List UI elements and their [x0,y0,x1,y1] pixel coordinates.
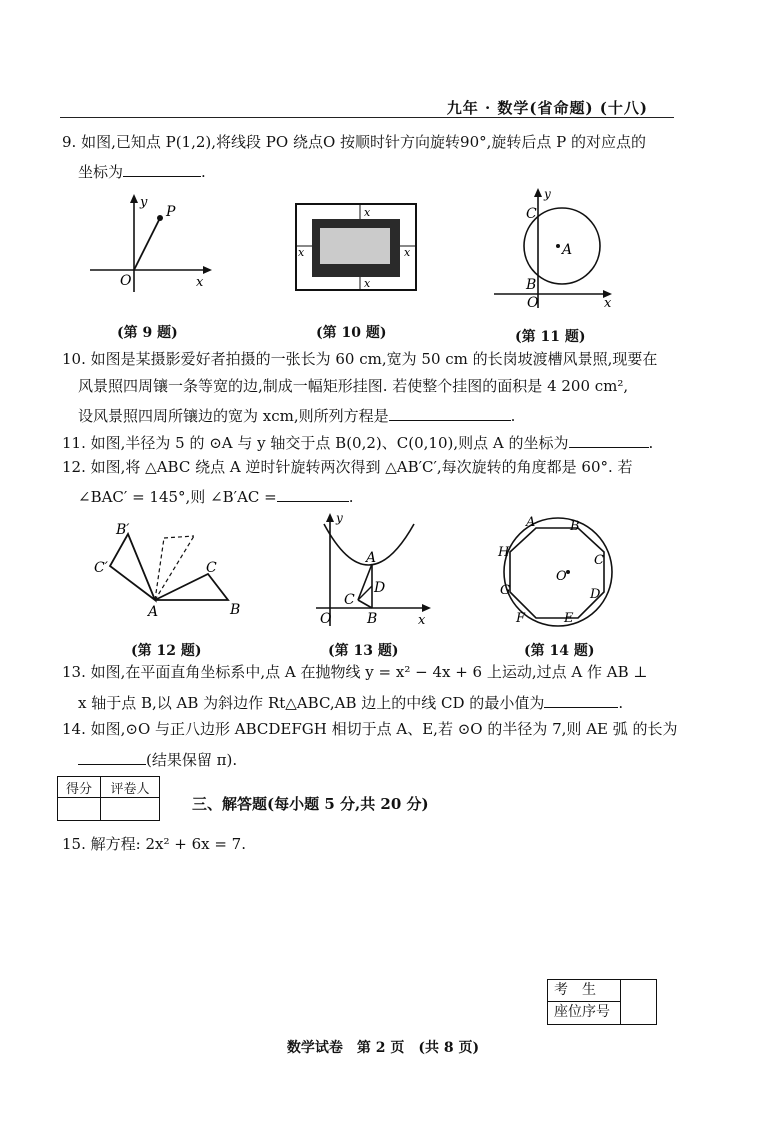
q13-line1: 13. 如图,在平面直角坐标系中,点 A 在抛物线 y = x² − 4x + 6 上运动,过点 A 作 AB ⊥ [62,663,648,681]
q14-line2-text: (结果保留 π). [146,751,238,769]
fig12-label-c: C [206,560,217,576]
score-box [57,776,160,821]
fig14-label-o: O [556,569,567,584]
fig13-y-arrow [326,513,334,522]
figure-12 [88,520,258,620]
fig11-y-arrow [534,188,542,197]
answer-blank-10[interactable] [389,406,511,421]
fig9-label-o: O [120,273,132,289]
q14-line1: 14. 如图,⊙O 与正八边形 ABCDEFGH 相切于点 A、E,若 ⊙O 的半径为 7,则 AE 弧 的长为 [62,720,678,738]
q11-line1 [62,433,653,451]
q9-line2-text: 坐标为 [78,163,124,181]
q10-line3-text: 设风景照四周所镶边的宽为 xcm,则所列方程是 [78,407,389,425]
q13-line2 [78,693,623,711]
fig12-label-a: A [148,604,159,620]
fig9-label-x: x [196,275,204,290]
fig11-label-c: C [526,206,537,222]
fig13-segment-cb [358,600,372,608]
fig13-label-b: B [367,611,378,627]
answer-blank-12[interactable] [277,487,349,502]
figure-10 [292,200,422,296]
fig12-label-b1: B′ [116,522,130,538]
fig13-label-o: O [320,611,332,627]
fig12-triangle-abc [155,574,228,600]
fig13-label-x: x [418,613,426,628]
fig12-caption: (第 12 题) [131,643,202,659]
fig14-label-h: H [498,545,510,560]
fig14-label-c: C [594,553,604,568]
fig14-label-f: F [516,611,526,626]
q12-line1: 12. 如图,将 △ABC 绕点 A 逆时针旋转两次得到 △AB′C′,每次旋转的角度都是 60°. 若 [62,458,633,476]
fig9-label-y: y [140,195,148,210]
header-rule [60,117,674,118]
fig11-label-o: O [527,295,539,310]
answer-blank-13[interactable] [544,693,618,708]
q9-end: . [201,163,206,181]
grader-label: 评卷人 [101,777,160,798]
q10-line2: 风景照四周镶一条等宽的边,制成一幅矩形挂图. 若使整个挂图的面积是 4 200 cm², [78,377,629,395]
q11-text: 11. 如图,半径为 5 的 ⊙A 与 y 轴交于点 B(0,2)、C(0,10),则点 A 的坐标为 [62,434,569,452]
fig13-caption: (第 13 题) [328,643,399,659]
fig9-caption: (第 9 题) [117,325,178,341]
q15-answer-area[interactable] [62,860,662,970]
fig12-dashed-2 [164,536,194,538]
fig13-label-a: A [366,550,377,566]
q14-line2 [78,750,237,768]
seat-label-line2: 座位序号 [554,1004,610,1020]
fig12-label-c1: C′ [94,560,108,576]
figure-9 [82,192,222,302]
fig12-dashed-1 [155,538,164,600]
fig13-label-c: C [344,592,355,608]
q12-end: . [348,488,354,506]
fig12-triangle-ab1c1 [110,534,155,600]
q9-line1: 9. 如图,已知点 P(1,2),将线段 PO 绕点O 按顺时针方向旋转90°,旋转后点 P 的对应点的 [62,133,647,151]
fig11-label-b: B [526,277,537,293]
score-label: 得分 [58,777,101,798]
fig14-caption: (第 14 题) [524,643,595,659]
fig11-point-a [556,244,560,248]
seat-label [548,980,621,1024]
q12-line2 [78,487,354,505]
answer-blank-14[interactable] [78,750,146,765]
fig10-label-left: x [298,246,305,259]
exam-header: 九年 · 数学(省命题) (十八) [446,99,648,117]
answer-blank-9[interactable] [123,162,201,177]
figure-11 [490,186,620,310]
grader-cell[interactable] [101,798,160,821]
fig14-label-b: B [570,519,580,534]
fig10-caption: (第 10 题) [316,325,387,341]
seat-number-box [547,979,657,1025]
fig9-point-p [157,215,163,221]
section-3-title: 三、解答题(每小题 5 分,共 20 分) [192,795,429,813]
fig9-segment-po [134,218,160,270]
fig12-label-b: B [230,602,241,618]
q10-line1: 10. 如图是某摄影爱好者拍摄的一张长为 60 cm,宽为 50 cm 的长岗坡渡槽风景照,现要在 [62,350,658,368]
q9-line2 [78,162,206,180]
fig11-label-y: y [544,187,551,201]
q10-line3 [78,406,515,424]
fig14-label-a: A [526,515,536,530]
q11-end: . [648,434,654,452]
figure-13 [310,510,440,630]
fig14-label-g: G [500,583,511,598]
fig9-label-p: P [166,204,176,220]
fig9-x-arrow [203,266,212,274]
seat-label-line1: 考 生 [548,980,620,1002]
fig9-y-arrow [130,194,138,203]
q13-end: . [618,694,624,712]
fig10-label-bottom: x [364,277,371,290]
fig13-label-y: y [336,511,343,525]
score-cell[interactable] [58,798,101,821]
seat-number-cell[interactable] [621,980,656,1024]
q10-end: . [510,407,516,425]
page-footer: 数学试卷 第 2 页 (共 8 页) [286,1040,480,1056]
fig14-label-e: E [564,611,574,626]
fig11-label-x: x [604,296,612,310]
figure-14 [494,514,624,632]
fig11-caption: (第 11 题) [515,329,586,345]
fig13-segment-ac [358,564,372,600]
q12-line2-text: ∠BAC′ = 145°,则 ∠B′AC = [78,488,277,506]
fig10-photo-highlight [320,228,390,264]
fig10-label-right: x [404,246,411,259]
fig13-label-d: D [374,580,386,596]
answer-blank-11[interactable] [569,433,649,448]
fig13-x-arrow [422,604,431,612]
q13-line2-text: x 轴于点 B,以 AB 为斜边作 Rt△ABC,AB 边上的中线 CD 的最小值为 [78,694,545,712]
fig14-label-d: D [590,587,601,602]
fig11-label-a: A [562,242,573,258]
fig10-label-top: x [364,206,371,219]
q15-text: 15. 解方程: 2x² + 6x = 7. [62,835,246,853]
